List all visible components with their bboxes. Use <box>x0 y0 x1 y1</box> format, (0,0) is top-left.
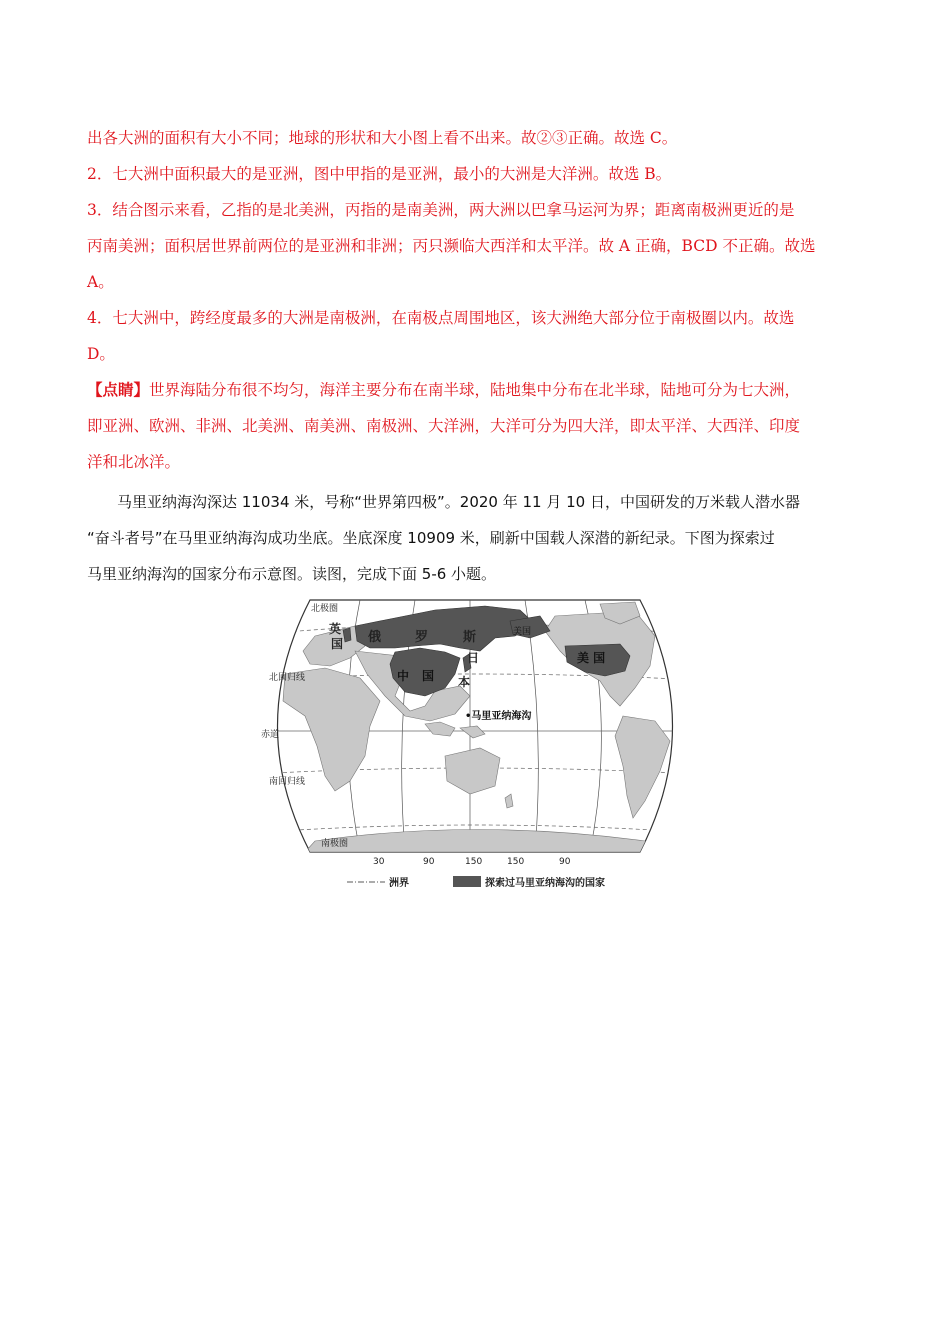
longitude-ticks <box>373 857 571 867</box>
equator-label: 赤道 <box>261 730 280 740</box>
boundary-legend-label: 洲界 <box>389 878 409 889</box>
uk-label-2: 国 <box>331 637 344 651</box>
answer-q4-line-1: 4．七大洲中，跨经度最多的大洲是南极洲，在南极点周围地区，该大洲绝大部分位于南极圈以内。故选 <box>87 309 795 327</box>
china-label-1: 中 <box>397 669 410 683</box>
answer-q3-line-2: 丙南美洲；面积居世界前两位的是亚洲和非洲；丙只濒临大西洋和太平洋。故 A 正确，BCD 不正确。故选 <box>87 237 816 255</box>
russia-label-2: 罗 <box>415 630 429 645</box>
arctic-circle-label: 北极圈 <box>311 604 339 614</box>
tick-90-west: 90 <box>559 857 571 867</box>
mariana-trench-label: •马里亚纳海沟 <box>465 711 532 722</box>
answer-q3-line-1: 3．结合图示来看，乙指的是北美洲，丙指的是南美洲，两大洲以巴拿马运河为界；距离南极洲更近的是 <box>87 201 795 219</box>
uk-label-1: 英 <box>329 622 342 636</box>
note-text-1: 世界海陆分布很不均匀，海洋主要分布在南半球，陆地集中分布在北半球，陆地可分为七大洲， <box>149 381 801 399</box>
usa-label: 美 国 <box>577 651 606 665</box>
china-label-2: 国 <box>422 669 435 683</box>
antarctic-circle-label: 南极圈 <box>321 839 349 849</box>
answer-line-1: 出各大洲的面积有大小不同；地球的形状和大小图上看不出来。故②③正确。故选 C。 <box>87 129 678 147</box>
answer-q4-line-2: D。 <box>87 345 115 363</box>
japan-label-1: 日 <box>467 651 480 665</box>
intro-line-3: 马里亚纳海沟的国家分布示意图。读图，完成下面 5-6 小题。 <box>87 565 497 583</box>
note-tag: 【点睛】 <box>87 380 150 399</box>
world-map <box>255 596 695 896</box>
map-legend <box>347 876 605 889</box>
answer-q3-line-3: A。 <box>87 273 114 291</box>
tropic-cancer-label: 北回归线 <box>269 673 306 683</box>
intro-line-2: “奋斗者号”在马里亚纳海沟成功坐底。坐底深度 10909 米，刷新中国载人深潜的新纪录。下图为探索过 <box>87 529 775 547</box>
usa-alaska-label: 美国 <box>513 627 532 637</box>
note-line-2: 即亚洲、欧洲、非洲、北美洲、南美洲、南极洲、大洋洲，大洋可分为四大洋，即太平洋、大西洋、印度 <box>87 417 801 435</box>
answer-explanation <box>87 120 867 480</box>
answer-q2: 2．七大洲中面积最大的是亚洲，图中甲指的是亚洲，最小的大洲是大洋洲。故选 B。 <box>87 165 672 183</box>
tropic-capricorn-label: 南回归线 <box>269 777 306 787</box>
tick-150-west: 150 <box>507 857 525 867</box>
russia-label-1: 俄 <box>368 630 382 645</box>
question-intro <box>87 484 877 592</box>
russia-label-3: 斯 <box>463 630 477 645</box>
japan-label-2: 本 <box>458 675 471 689</box>
explored-legend-symbol <box>453 876 481 887</box>
intro-line-1: 马里亚纳海沟深达 11034 米，号称“世界第四极”。2020 年 11 月 10 日，中国研发的万米载人潜水器 <box>117 493 800 511</box>
tick-150-east: 150 <box>465 857 483 867</box>
note-line-1 <box>87 372 867 408</box>
tick-90-east: 90 <box>423 857 435 867</box>
explored-legend-label: 探索过马里亚纳海沟的国家 <box>485 878 605 889</box>
note-line-3: 洋和北冰洋。 <box>87 453 181 471</box>
world-map-figure <box>255 596 695 896</box>
tick-30: 30 <box>373 857 385 867</box>
